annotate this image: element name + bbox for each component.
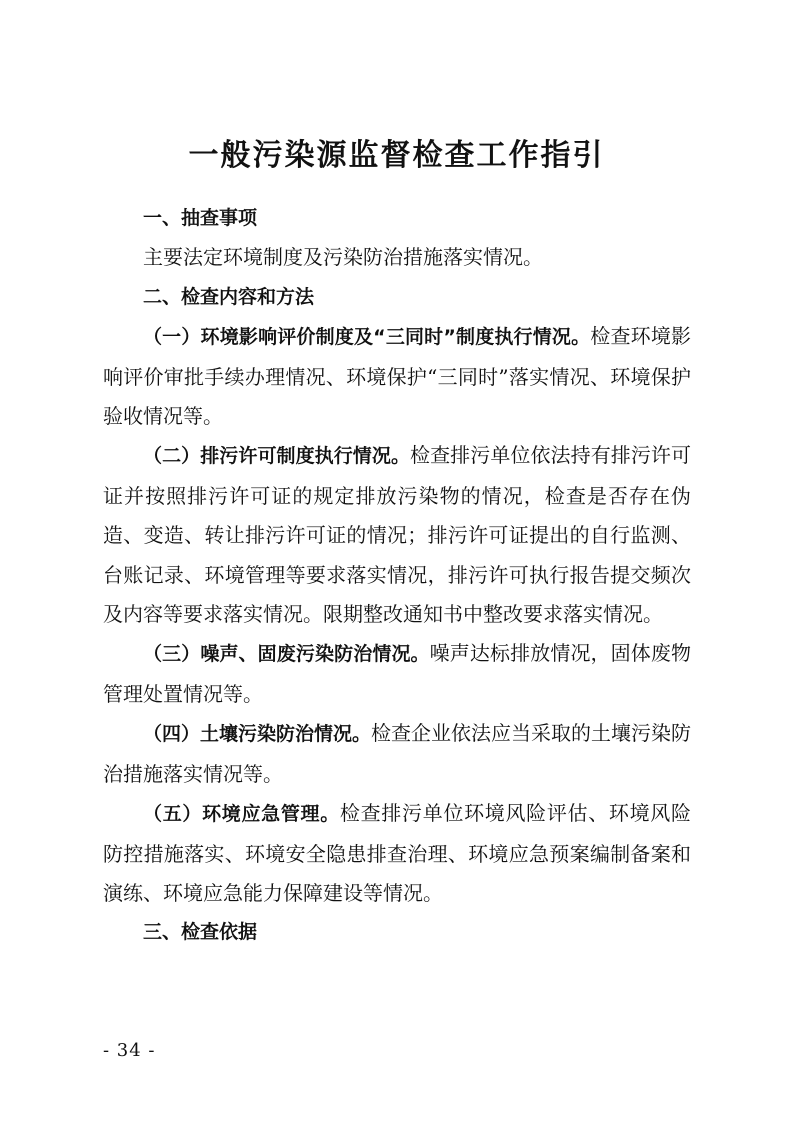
paragraph-inspection-items: 主要法定环境制度及污染防治措施落实情况。: [143, 245, 543, 270]
item-1-body: 检查环境影响评价审批手续办理情况、环境保护“三同时”落实情况、环境保护验收情况等。: [103, 324, 691, 429]
item-2-heading: （二）排污许可制度执行情况。: [143, 445, 411, 468]
item-4-paragraph: [103, 714, 691, 794]
item-2-body: 检查排污单位依法持有排污许可证并按照排污许可证的规定排放污染物的情况，检查是否存在伪造、变造、转让排污许可证的情况；排污许可证提出的自行监测、台账记录、环境管理等要求落实情况，排污许可执行报告提交频次及内容等要求落实情况。限期整改通知书中整改要求落实情况。: [103, 443, 691, 627]
document-body: [103, 199, 691, 953]
item-4-body: 检查企业依法应当采取的土壤污染防治措施落实情况等。: [103, 721, 692, 786]
item-4-heading: （四）土壤污染防治情况。: [143, 723, 372, 746]
item-5-paragraph: [103, 794, 691, 913]
item-5-heading: （五）环境应急管理。: [143, 803, 340, 826]
item-3-body: 噪声达标排放情况，固体废物管理处置情况等。: [103, 641, 691, 706]
section-heading-2: 二、检查内容和方法: [143, 285, 315, 308]
item-5-body: 检查排污单位环境风险评估、环境风险防控措施落实、环境安全隐患排查治理、环境应急预案编制备案和演练、环境应急能力保障建设等情况。: [103, 801, 691, 905]
item-3-paragraph: [103, 634, 691, 714]
document-title: 一般污染源监督检查工作指引: [188, 138, 605, 173]
item-1-paragraph: [103, 317, 691, 436]
page-number: - 34 -: [103, 1040, 156, 1061]
section-heading-3: 三、检查依据: [143, 921, 258, 944]
section-heading-1: 一、抽查事项: [143, 207, 258, 229]
item-2-paragraph: [103, 436, 691, 634]
item-3-heading: （三）噪声、固废污染防治情况。: [143, 643, 430, 666]
item-1-heading: （一）环境影响评价制度及“三同时”制度执行情况。: [143, 326, 591, 349]
